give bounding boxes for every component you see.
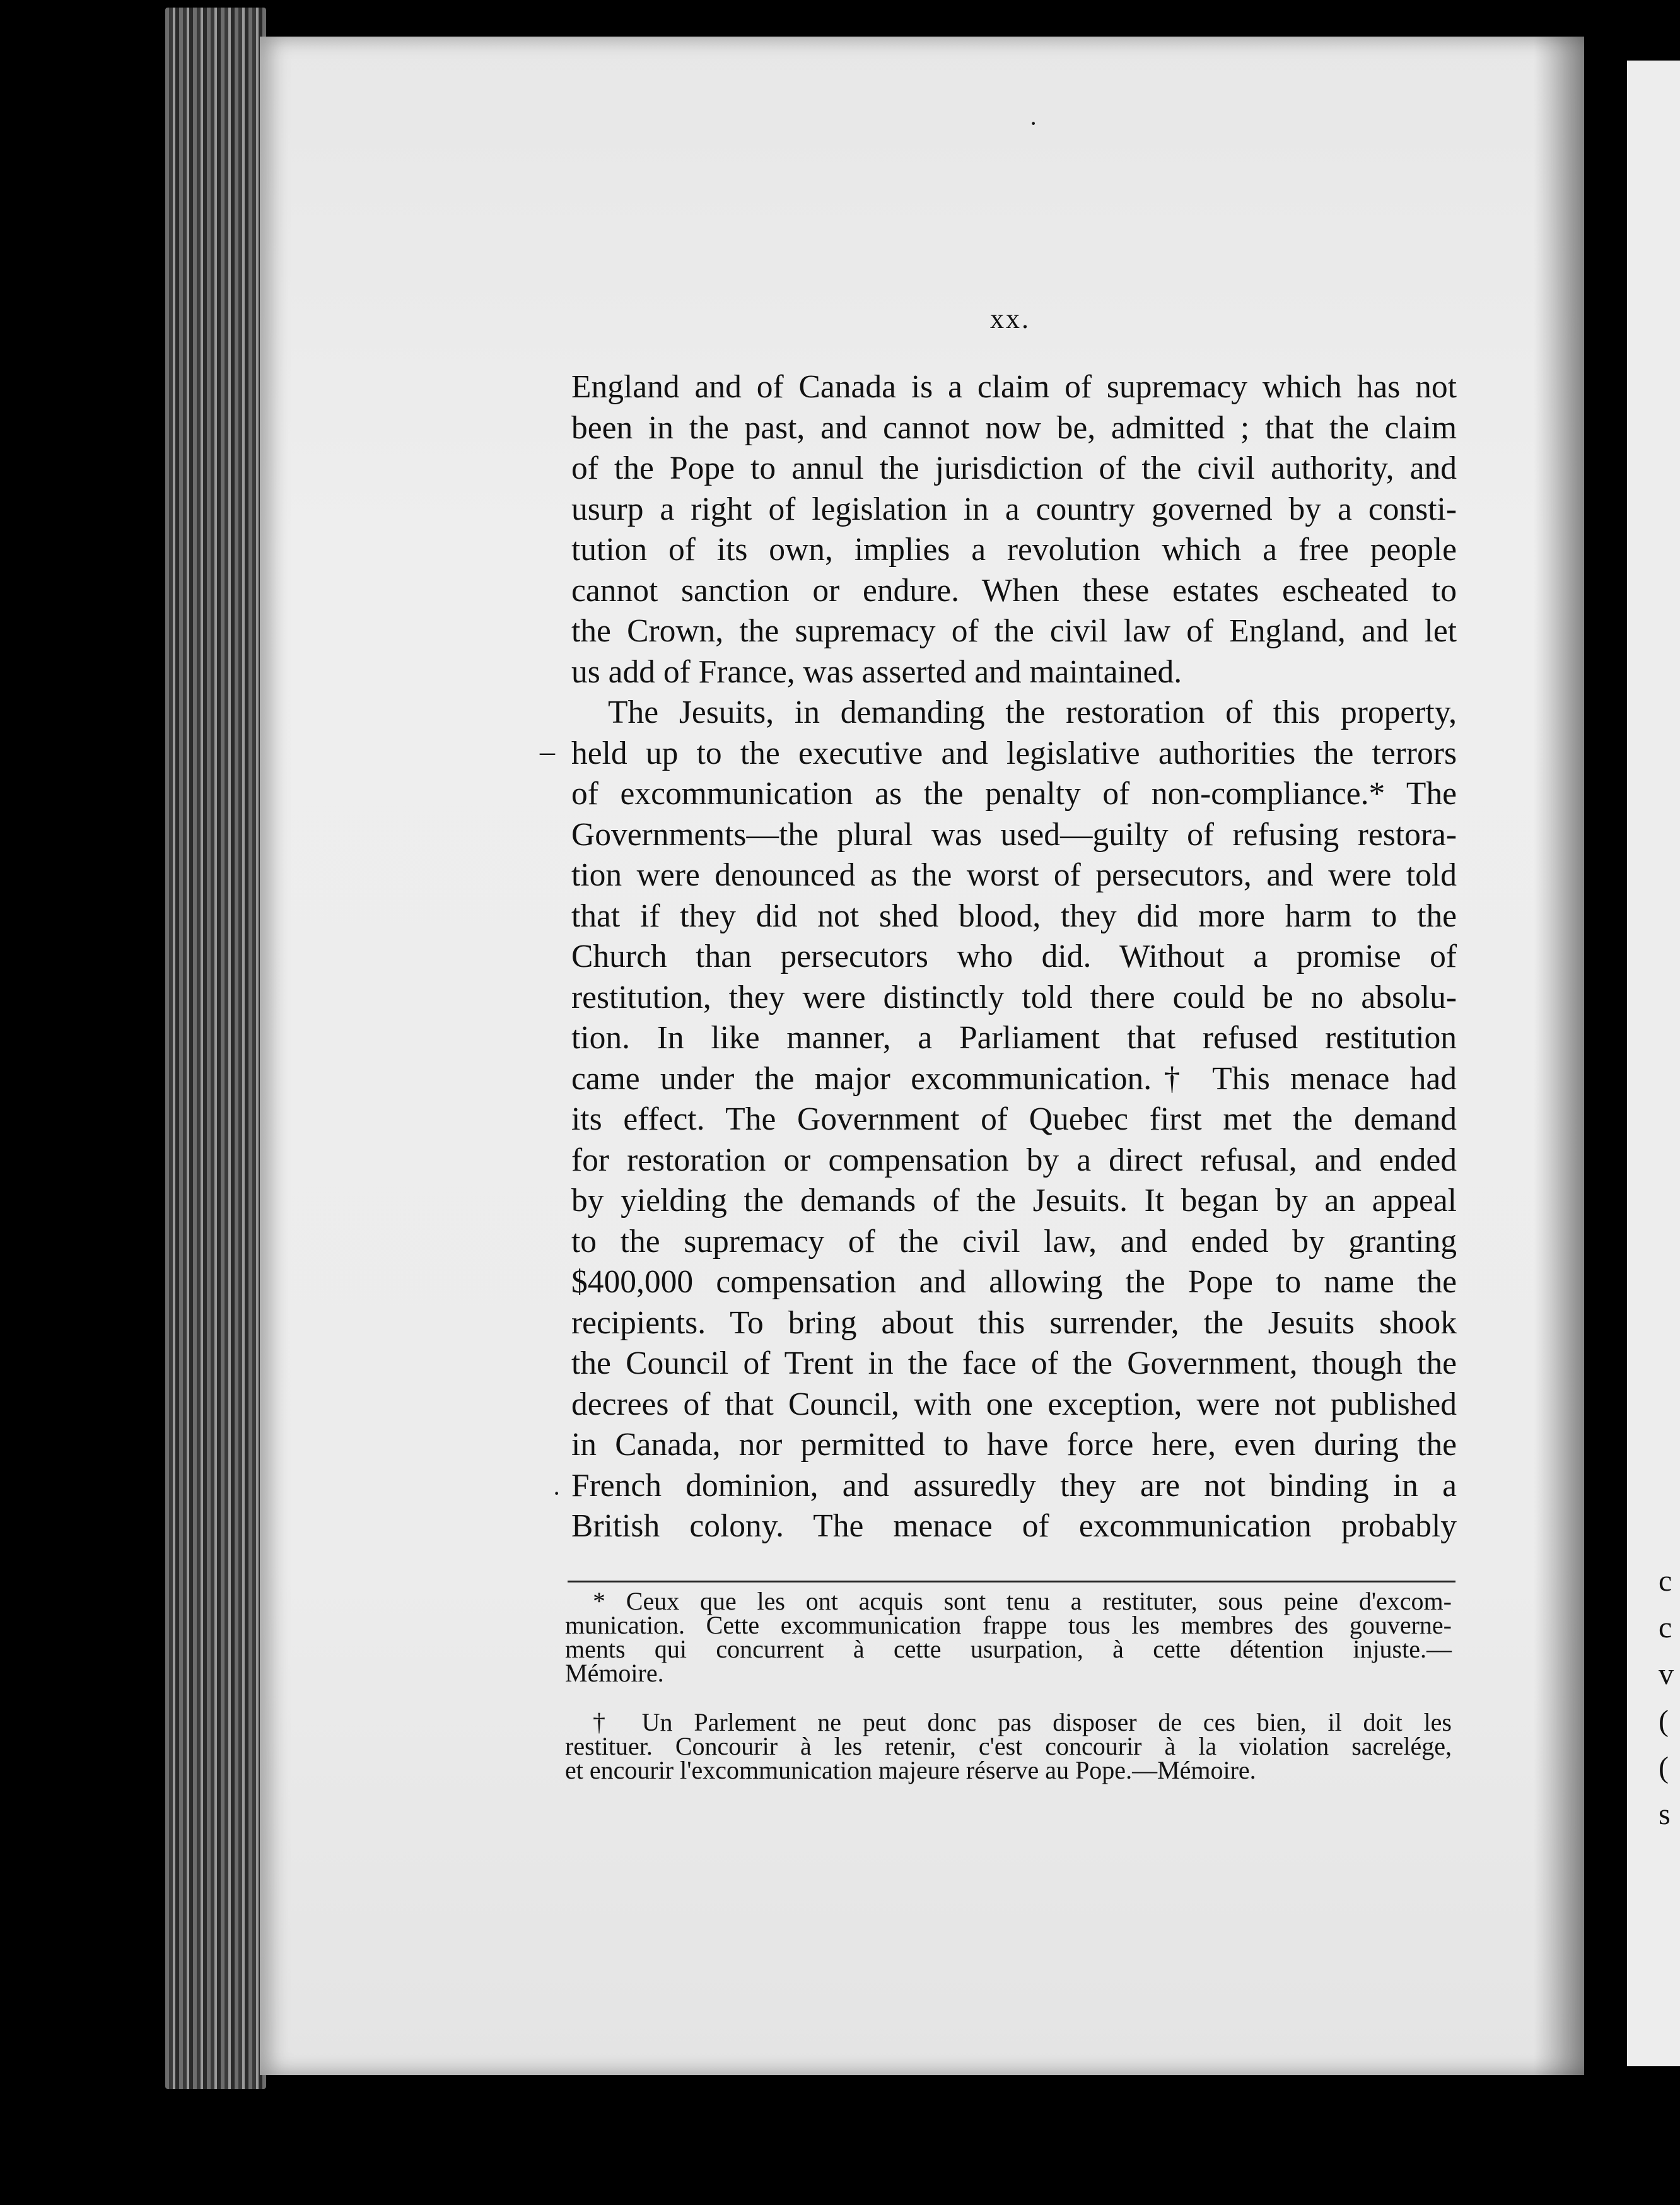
text-line: for restoration or compensation by a direct refusal, and ended (571, 1142, 1457, 1178)
margin-dash-mark: – (540, 735, 555, 768)
paragraph-start-line: The Jesuits, in demanding the restoration of this property, (608, 694, 1457, 730)
footnote-1-line: ments qui concurrent à cette usurpation, à cette détention injuste.— (565, 1635, 1452, 1663)
footnote-2-line: restituer. Concourir à les retenir, c'est concourir à la violation sacrelége, (565, 1732, 1452, 1760)
text-line: to the supremacy of the civil law, and ended by granting (571, 1223, 1457, 1260)
text-line: British colony. The menace of excommunication probably (571, 1508, 1457, 1544)
footnote-rule (568, 1581, 1455, 1582)
footnotes (565, 1583, 1452, 1782)
text-line: held up to the executive and legislative authorities the terrors (571, 735, 1457, 771)
text-line: Church than persecutors who did. Without a promise of (571, 939, 1457, 974)
footnote-1-line: munication. Cette excommunication frappe tous les membres des gouverne- (565, 1611, 1452, 1639)
footnote-1-line: Mémoire. (565, 1659, 664, 1687)
text-line: England and of Canada is a claim of supremacy which has not (571, 369, 1457, 405)
top-dot-mark: · (1029, 109, 1038, 137)
text-line: usurp a right of legislation in a country governed by a consti- (571, 491, 1457, 527)
text-line: tion were denounced as the worst of persecutors, and were told (571, 857, 1457, 893)
text-line: that if they did not shed blood, they did more harm to the (571, 898, 1457, 934)
text-line: tion. In like manner, a Parliament that refused restitution (571, 1020, 1457, 1056)
page-edges (165, 8, 266, 2089)
body-text (571, 367, 1457, 1547)
text-line: came under the major excommunication.† This menace had (571, 1060, 1457, 1097)
margin-dot-mark: · (552, 1479, 561, 1507)
text-line: Governments—the plural was used—guilty of refusing restora- (571, 816, 1457, 853)
text-line: of the Pope to annul the jurisdiction of the civil authority, and (571, 450, 1457, 486)
text-line: the Council of Trent in the face of the Government, though the (571, 1345, 1457, 1381)
text-line: recipients. To bring about this surrender, the Jesuits shook (571, 1304, 1457, 1341)
page-number: xx. (990, 303, 1030, 334)
text-line: French dominion, and assuredly they are not binding in a (571, 1467, 1457, 1504)
text-line: of excommunication as the penalty of non-compliance.* The (571, 776, 1457, 812)
text-line: its effect. The Government of Quebec first met the demand (571, 1101, 1457, 1137)
text-line: by yielding the demands of the Jesuits. It began by an appeal (571, 1183, 1457, 1219)
text-line: decrees of that Council, with one exception, were not published (571, 1386, 1457, 1422)
footnote-1-line: * Ceux que les ont acquis sont tenu a restituter, sous peine d'excom- (593, 1587, 1452, 1615)
text-line: in Canada, nor permitted to have force here, even during the (571, 1427, 1457, 1463)
footnote-2-line: et encourir l'excommunication majeure réserve au Pope.—Mémoire. (565, 1756, 1256, 1784)
text-line: been in the past, and cannot now be, admitted ; that the claim (571, 409, 1457, 446)
text-line: the Crown, the supremacy of the civil law of England, and let (571, 613, 1457, 649)
text-line: $400,000 compensation and allowing the Pope to name the (571, 1264, 1457, 1300)
text-line: us add of France, was asserted and maintained. (571, 653, 1182, 690)
text-line: restitution, they were distinctly told there could be no absolu- (571, 979, 1457, 1015)
footnote-2-line: † Un Parlement ne peut donc pas disposer de ces bien, il doit les (593, 1708, 1452, 1736)
text-line: tution of its own, implies a revolution which a free people (571, 532, 1457, 568)
text-line: cannot sanction or endure. When these estates escheated to (571, 572, 1457, 609)
neighboring-page-text: c c v ( ( s (1659, 1564, 1674, 1831)
